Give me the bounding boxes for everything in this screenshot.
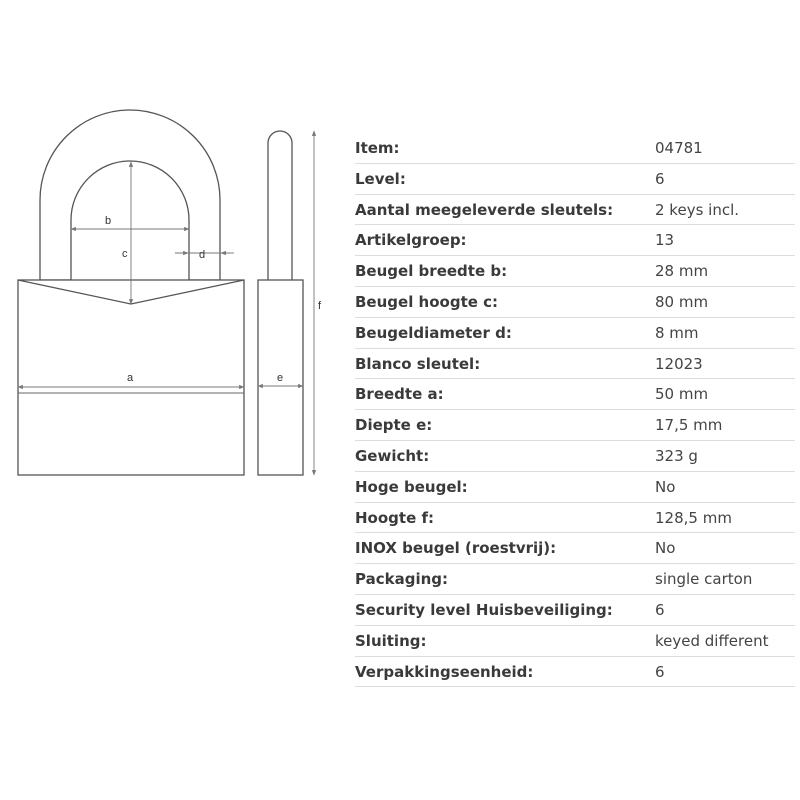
spec-row-security-level xyxy=(355,595,795,626)
spec-value: 323 g xyxy=(655,446,698,465)
spec-row-inox-shackle xyxy=(355,533,795,564)
spec-value: 13 xyxy=(655,231,675,250)
spec-row-packing-unit xyxy=(355,657,795,688)
spec-label: Sluiting: xyxy=(355,631,427,650)
spec-value: keyed different xyxy=(655,631,769,650)
spec-value: single carton xyxy=(655,570,753,589)
spec-label: Security level Huisbeveiliging: xyxy=(355,600,613,619)
spec-row-packaging xyxy=(355,564,795,595)
spec-value: 17,5 mm xyxy=(655,416,723,435)
spec-row-width xyxy=(355,379,795,410)
spec-value: No xyxy=(655,477,676,496)
row-divider xyxy=(355,686,795,687)
spec-label: Verpakkingseenheid: xyxy=(355,662,534,681)
spec-label: Hoge beugel: xyxy=(355,477,468,496)
spec-label: Artikelgroep: xyxy=(355,231,467,250)
spec-label: Blanco sleutel: xyxy=(355,354,481,373)
spec-value: 8 mm xyxy=(655,323,699,342)
spec-label: Packaging: xyxy=(355,570,448,589)
spec-value: 128,5 mm xyxy=(655,508,732,527)
spec-label: Beugel hoogte c: xyxy=(355,292,499,311)
spec-value: 04781 xyxy=(655,139,703,157)
spec-row-depth xyxy=(355,410,795,441)
spec-value: 12023 xyxy=(655,354,703,373)
spec-table xyxy=(355,133,795,687)
spec-value: 80 mm xyxy=(655,292,709,311)
spec-row-item xyxy=(355,133,795,164)
spec-row-blank-key xyxy=(355,349,795,380)
shackle-outline xyxy=(40,110,220,280)
spec-label: Breedte a: xyxy=(355,385,444,404)
spec-value: 6 xyxy=(655,600,665,619)
spec-label: Diepte e: xyxy=(355,416,433,435)
dimension-f-label: f xyxy=(318,300,322,312)
spec-row-weight xyxy=(355,441,795,472)
spec-value: 6 xyxy=(655,662,665,681)
dimension-b-label: b xyxy=(105,215,112,227)
dimension-d-label: d xyxy=(199,249,206,261)
spec-row-shackle-height xyxy=(355,287,795,318)
spec-label: Level: xyxy=(355,169,406,188)
spec-label: Item: xyxy=(355,139,400,157)
spec-row-keys-included xyxy=(355,195,795,226)
spec-value: 50 mm xyxy=(655,385,709,404)
dimension-a-label: a xyxy=(127,372,134,384)
spec-row-level xyxy=(355,164,795,195)
spec-label: Beugeldiameter d: xyxy=(355,323,512,342)
spec-row-high-shackle xyxy=(355,472,795,503)
spec-label: Beugel breedte b: xyxy=(355,262,508,281)
spec-value: 6 xyxy=(655,169,665,188)
spec-label: INOX beugel (roestvrij): xyxy=(355,539,557,558)
spec-label: Gewicht: xyxy=(355,446,430,465)
spec-label: Hoogte f: xyxy=(355,508,434,527)
spec-row-shackle-diameter xyxy=(355,318,795,349)
padlock-diagram xyxy=(0,0,340,500)
spec-row-height xyxy=(355,503,795,534)
dimension-e-label: e xyxy=(277,372,284,384)
spec-row-shackle-width xyxy=(355,256,795,287)
spec-label: Aantal meegeleverde sleutels: xyxy=(355,200,614,219)
spec-value: 28 mm xyxy=(655,262,709,281)
spec-value: No xyxy=(655,539,676,558)
shackle-side-outline xyxy=(268,131,292,280)
spec-value: 2 keys incl. xyxy=(655,200,740,219)
spec-row-locking xyxy=(355,626,795,657)
spec-row-article-group xyxy=(355,225,795,256)
dimension-c-label: c xyxy=(122,248,128,260)
